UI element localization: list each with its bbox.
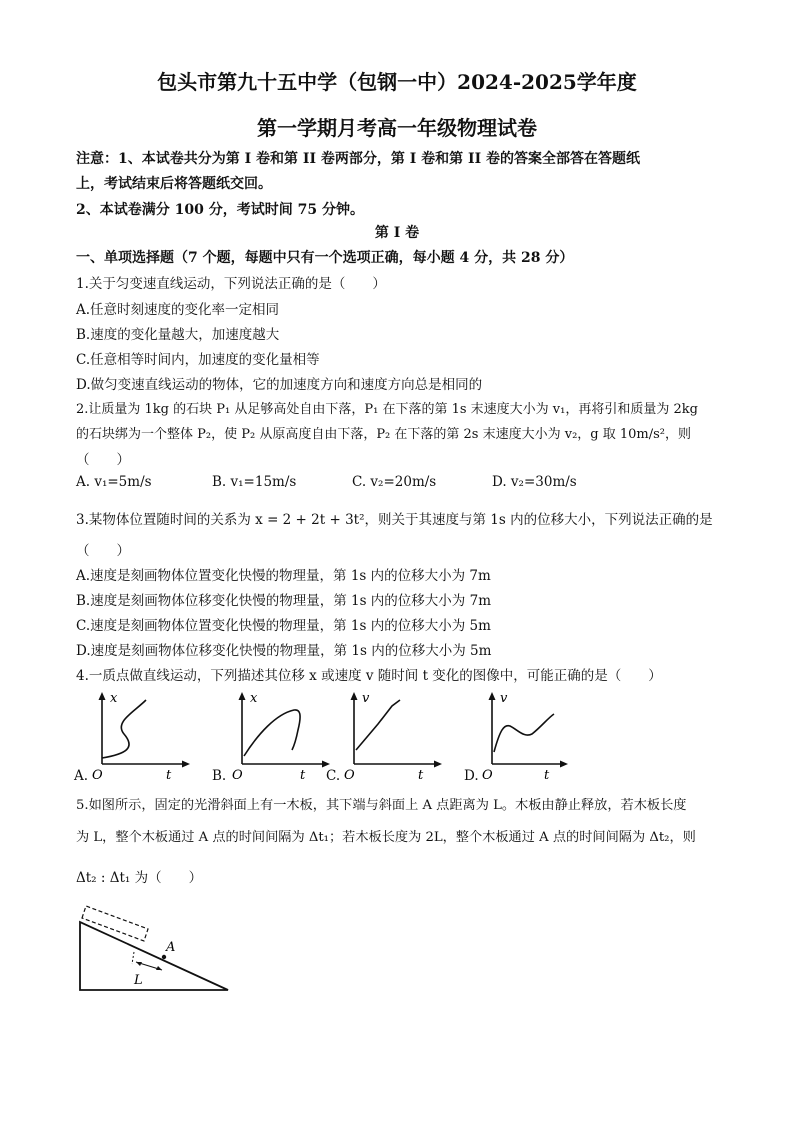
notice-line3: 2、本试卷满分 100 分，考试时间 75 分钟。 <box>76 202 364 218</box>
q3-stem-line1: 3.某物体位置随时间的关系为 x = 2 + 2t + 3t²，则关于其速度与第 1s 内的位移大小，下列说法正确的是 <box>76 512 713 528</box>
q4-graph-a-x-arrow <box>182 761 190 768</box>
notice-line1: 注意：1、本试卷共分为第 I 卷和第 II 卷两部分，第 I 卷和第 II 卷的答案全部答在答题纸 <box>76 151 641 167</box>
q2-option-c: C. v₂=20m/s <box>352 474 437 490</box>
q4-graph-d-curve <box>494 714 554 752</box>
q4-graph-a-xlabel: t <box>166 768 172 782</box>
q2-option-b: B. v₁=15m/s <box>212 474 297 490</box>
q4-graph-b-option: B. <box>212 768 227 784</box>
q4-graph-c-x-arrow <box>434 761 442 768</box>
q4-graph-b-ylabel: x <box>250 691 258 706</box>
q4-graph-a-y-arrow <box>99 692 106 700</box>
q1-option-d: D.做匀变速直线运动的物体，它的加速度方向和速度方向总是相同的 <box>76 377 483 393</box>
q4-graph-c-xlabel: t <box>418 768 424 782</box>
q3-option-c: C.速度是刻画物体位置变化快慢的物理量，第 1s 内的位移大小为 5m <box>76 618 491 634</box>
q4-graph-b-y-arrow <box>239 692 246 700</box>
q1-option-b: B.速度的变化量越大，加速度越大 <box>76 327 280 343</box>
q4-stem: 4.一质点做直线运动，下列描述其位移 x 或速度 v 随时间 t 变化的图像中，可能正确的是（ ） <box>76 668 662 684</box>
q4-graph-d <box>478 690 573 782</box>
q3-option-a: A.速度是刻画物体位置变化快慢的物理量，第 1s 内的位移大小为 7m <box>76 568 491 584</box>
q4-graph-c-curve <box>356 700 400 750</box>
q4-graph-d-ylabel: v <box>500 691 508 706</box>
q1-option-a: A.任意时刻速度的变化率一定相同 <box>76 302 280 318</box>
q4-graph-a-curve <box>102 700 146 758</box>
q3-option-d: D.速度是刻画物体位移变化快慢的物理量，第 1s 内的位移大小为 5m <box>76 643 492 659</box>
q5-stem-line2: 为 L，整个木板通过 A 点的时间间隔为 Δt₁；若木板长度为 2L，整个木板通过 A 点的时间间隔为 Δt₂，则 <box>76 830 696 845</box>
q4-graph-c-y-arrow <box>351 692 358 700</box>
point-a-label: A <box>166 940 176 955</box>
q4-graph-d-option: D. <box>464 768 479 784</box>
q4-graph-c <box>340 690 445 782</box>
q2-stem-line1: 2.让质量为 1kg 的石块 P₁ 从足够高处自由下落，P₁ 在下落的第 1s 末速度大小为 v₁，再将引和质量为 2kg <box>76 402 698 417</box>
q4-graph-b-xlabel: t <box>300 768 306 782</box>
q4-graph-d-x-arrow <box>560 761 568 768</box>
q4-graph-d-origin: O <box>482 768 493 782</box>
q4-graph-c-option: C. <box>326 768 341 784</box>
q4-graph-b-x-arrow <box>322 761 330 768</box>
q4-graph-c-origin: O <box>344 768 355 782</box>
q4-graph-d-xlabel: t <box>544 768 550 782</box>
point-a-marker <box>162 955 166 959</box>
q2-option-a: A. v₁=5m/s <box>76 474 152 490</box>
part-title: 第 I 卷 <box>374 225 420 241</box>
q4-graph-d-y-arrow <box>489 692 496 700</box>
q2-option-d: D. v₂=30m/s <box>492 474 577 490</box>
board-end-tick <box>132 952 134 964</box>
wooden-board <box>82 906 148 941</box>
q4-graph-b-curve <box>244 710 300 756</box>
section-title: 一、单项选择题（7 个题，每题中只有一个选项正确，每小题 4 分，共 28 分） <box>76 250 574 266</box>
q4-graph-a <box>88 690 193 782</box>
q2-stem-line3: （ ） <box>76 452 130 468</box>
exam-title-line2: 第一学期月考高一年级物理试卷 <box>257 116 537 140</box>
length-l-label: L <box>134 973 143 988</box>
q3-stem-line2: （ ） <box>76 543 130 559</box>
q4-graph-a-ylabel: x <box>110 691 118 706</box>
q4-graph-b <box>228 690 333 782</box>
q1-stem: 1.关于匀变速直线运动，下列说法正确的是（ ） <box>76 276 386 292</box>
q5-incline-figure <box>74 896 234 996</box>
q4-graph-a-origin: O <box>92 768 103 782</box>
q1-option-c: C.任意相等时间内，加速度的变化量相等 <box>76 352 320 368</box>
q4-graph-c-ylabel: v <box>362 691 370 706</box>
q4-graph-a-option: A. <box>74 768 89 784</box>
q5-stem-line3: Δt₂ : Δt₁ 为（ ） <box>76 870 203 886</box>
q4-graph-b-origin: O <box>232 768 243 782</box>
q3-option-b: B.速度是刻画物体位移变化快慢的物理量，第 1s 内的位移大小为 7m <box>76 593 491 609</box>
q5-stem-line1: 5.如图所示，固定的光滑斜面上有一木板，其下端与斜面上 A 点距离为 L。木板由静止释放，若木板长度 <box>76 798 687 813</box>
incline-triangle <box>80 922 228 990</box>
notice-line2: 上，考试结束后将答题纸交回。 <box>76 176 272 192</box>
exam-title-line1: 包头市第九十五中学（包钢一中）2024-2025学年度 <box>157 70 637 94</box>
q2-stem-line2: 的石块绑为一个整体 P₂，使 P₂ 从原高度自由下落，P₂ 在下落的第 2s 末速度大小为 v₂，g 取 10m/s²，则 <box>76 427 692 442</box>
